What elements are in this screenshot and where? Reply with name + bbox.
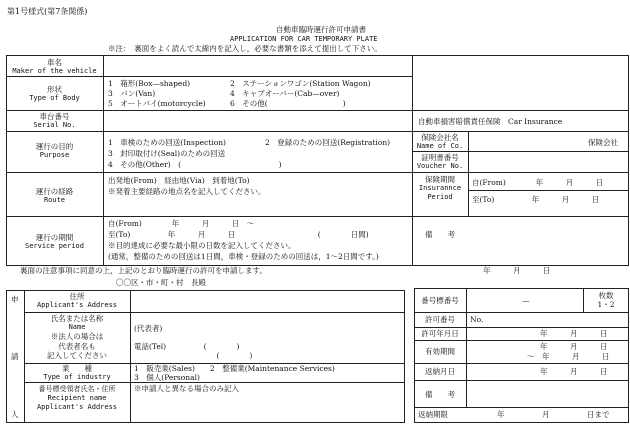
plate-number-dash: — — [522, 296, 530, 305]
body-type-label: 形状 Type of Body — [29, 85, 80, 103]
body-type-option[interactable]: 1 箱形(Box—shaped) — [108, 79, 191, 88]
sheets-label: 枚数 1・2 — [597, 291, 615, 310]
purpose-label: 運行の目的 Purpose — [35, 142, 74, 160]
purpose-option[interactable]: 4 その他(Other) ( ) — [108, 160, 282, 169]
industry-label: 業 種 Type of industry — [43, 364, 111, 382]
applicant-name-label: 氏名または名称 Name ※法人の場合は 代表者名も 記入してください — [47, 314, 107, 360]
permit-date-label: 許可年月日 — [421, 329, 459, 338]
maker-label: 車名 Maker of the vehicle — [12, 58, 97, 76]
representative-label: (代表者) — [134, 324, 163, 333]
page-title-en: APPLICATION FOR CAR TEMPORARY PLATE — [230, 35, 378, 43]
recipient-note: ※申請人と異なる場合のみ記入 — [134, 384, 239, 393]
valid-period-label: 有効期間 — [425, 347, 455, 356]
route-note: ※発着主要経路の地点名を記入してください。 — [108, 187, 266, 196]
declaration-text: 裏面の注意事項に同意の上，上記のとおり臨時運行の許可を申請します。 — [20, 266, 267, 275]
applicant-address-label: 住所 Applicant's Address — [36, 292, 118, 310]
return-deadline-label: 返納期限 — [418, 410, 448, 419]
addressee: 〇〇区・市・町・村 長殿 — [116, 278, 206, 287]
office-remarks-label: 備 考 — [425, 390, 455, 399]
return-date-value[interactable]: 年 月 日 — [540, 367, 608, 376]
insurance-period-label: 保険期間 Insurannce Period — [418, 175, 462, 202]
body-type-option[interactable]: 5 オートバイ(motorcycle) — [108, 99, 206, 108]
period-to[interactable]: 至(To) 年 月 日 ( 日間) — [108, 230, 369, 239]
return-date-label: 返納月日 — [425, 367, 455, 376]
body-type-option[interactable]: 6 その他( ) — [230, 99, 346, 108]
return-deadline-value[interactable]: 年 月 日まで — [497, 410, 610, 419]
voucher-label: 証明書番号 Voucher No. — [416, 153, 464, 171]
applicant-side-label: 人 — [11, 410, 19, 419]
purpose-option[interactable]: 3 封印取付け(Seal)のための回送 — [108, 149, 226, 158]
body-type-option[interactable]: 2 ステーションワゴン(Station Wagon) — [230, 79, 371, 88]
declaration-date[interactable]: 年 月 日 — [483, 266, 551, 275]
valid-from[interactable]: 年 月 日 — [540, 342, 608, 351]
form-number: 第1号様式(第7条関係) — [7, 7, 88, 16]
insurance-company-label: 保険会社名 Name of Co. — [416, 133, 464, 151]
applicant-address-field[interactable] — [131, 291, 404, 311]
instruction-note: ※注： 裏面をよく読んで太線内を記入し，必要な書類を添えて提出して下さい。 — [108, 44, 382, 53]
insurance-to[interactable]: 至(To) 年 月 日 — [472, 195, 600, 204]
insurance-remarks-label: 備 考 — [425, 230, 455, 239]
plate-number-label: 番号標番号 — [421, 296, 459, 305]
period-note: (通常，整備のための回送は1日間，車検・登録のための回送は，1〜2日間です。) — [108, 252, 379, 261]
maker-field[interactable] — [104, 56, 411, 75]
permit-number-label: 許可番号 — [425, 315, 455, 324]
route-label: 運行の経路 Route — [35, 187, 74, 205]
permit-number-prefix: No. — [470, 315, 484, 324]
body-type-option[interactable]: 3 バン(Van) — [108, 89, 156, 98]
valid-to[interactable]: 〜 年 月 日 — [527, 352, 610, 361]
purpose-option[interactable]: 2 登録のための回送(Registration) — [265, 138, 391, 147]
period-label: 運行の期間 Service period — [24, 233, 84, 251]
permit-date-value[interactable]: 年 月 日 — [540, 329, 608, 338]
industry-options[interactable]: 1 販売業(Sales) 2 整備業(Maintenance Services) 3 個人(Personal) — [134, 364, 335, 383]
body-type-option[interactable]: 4 キャブオーバー(Cab—over) — [230, 89, 340, 98]
route-line: 出発地(From) 経由地(Via) 到着地(To) — [108, 176, 250, 185]
voucher-field[interactable] — [469, 152, 628, 171]
period-from[interactable]: 自(From) 年 月 日 〜 — [108, 219, 255, 228]
page-title: 自動車臨時運行許可申請書 — [276, 25, 366, 34]
serial-label: 車台番号 Serial No. — [33, 112, 76, 130]
serial-field[interactable] — [104, 111, 411, 130]
insurance-header: 自動車損害賠償責任保険 Car Insurance — [418, 117, 563, 126]
insurance-from[interactable]: 自(From) 年 月 日 — [472, 178, 604, 187]
applicant-side-label: 請 — [11, 352, 19, 361]
purpose-option[interactable]: 1 車検のための回送(Inspection) — [108, 138, 226, 147]
insurance-company-suffix: 保険会社 — [588, 138, 618, 147]
recipient-label: 番号標受領者氏名・住所 Recipient name Applicant's Address — [36, 385, 118, 411]
tel-field[interactable]: 電話(Tel) ( ) ( ) — [134, 342, 253, 361]
applicant-side-label: 申 — [11, 295, 19, 304]
period-note: ※目的達成に必要な最小限の日数を記入してください。 — [108, 241, 296, 250]
